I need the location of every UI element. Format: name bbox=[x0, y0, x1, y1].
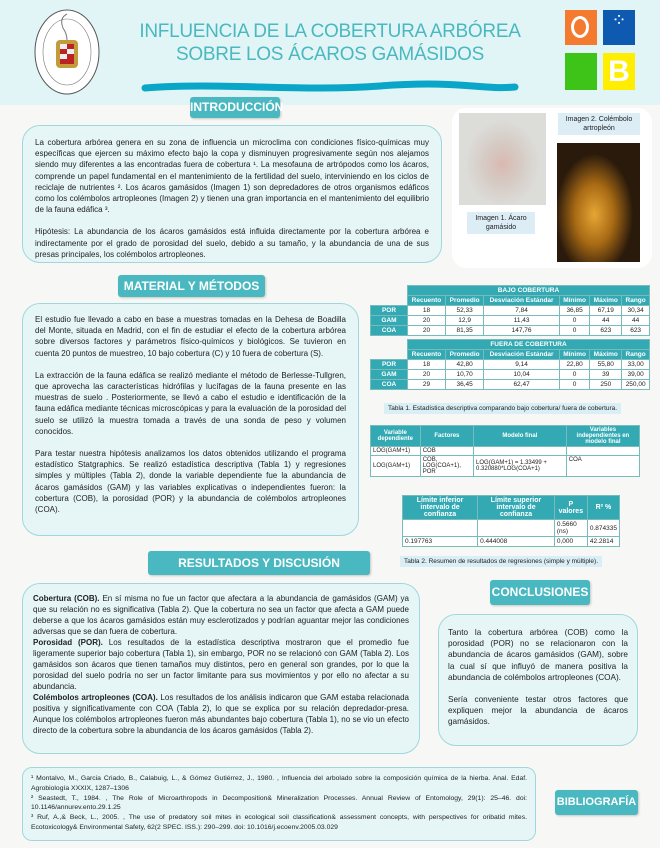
table-cell bbox=[371, 296, 650, 306]
intro-paragraph: La cobertura arbórea genera en su zona de influencia un microclima con condiciones físico-químicas muy específicas que ejercen su máximo efecto bajo la copa y disminuyen progresivamente según nos alejamos siendo muy diferentes a las encontradas fuera de cobertura ¹. La mesofauna de artrópodos como los ácaros, comprende un papel fundamental en el mantenimiento de la fertilidad del suelo, interviniendo en los ciclos de reciclaje de nutrientes ². Los ácaros gamásidos (Imagen 1) son depredadores de otros organismos edáficos como los colémbolos artropleones (Imagen 2) y tienen una gran importancia en el mantenimiento del equilibrio de la fauna edáfica ³. bbox=[35, 138, 429, 215]
table-header-cell: Modelo final bbox=[474, 426, 567, 447]
table-cell: 33,00 bbox=[622, 360, 650, 370]
table-2-caption: Tabla 2. Resumen de resultados de regresiones (simple y múltiple). bbox=[400, 556, 602, 567]
table-row bbox=[371, 380, 650, 390]
table-cell: 250 bbox=[590, 380, 622, 390]
table-cell: LOG(GAM+1) bbox=[371, 447, 421, 456]
table-cell: 0.5660 (ns) bbox=[554, 520, 587, 537]
table-cell: 44 bbox=[590, 316, 622, 326]
table-cell: 42.2814 bbox=[587, 537, 619, 547]
table-cell: COA bbox=[371, 380, 408, 390]
methods-paragraph-1: El estudio fue llevado a cabo en base a muestras tomadas en la Dehesa de Boadilla del Monte, situada en Madrid, con el fin de estudiar el efecto de la cobertura arbórea sobre diversos factores y parámetros físico-químicos y biológicos. Se tuvieron en cuenta 20 puntos de muestreo, 10 bajo cobertura (C) y 10 fuera de cobertura (S). bbox=[35, 315, 346, 358]
table-header-cell: Mínimo bbox=[559, 296, 589, 306]
table-cell bbox=[371, 286, 650, 336]
table-row bbox=[371, 370, 650, 380]
table-cell: 0 bbox=[559, 370, 589, 380]
table-header-cell: Mínimo bbox=[559, 350, 589, 360]
table-cell: 11,43 bbox=[484, 316, 560, 326]
table-cell bbox=[370, 425, 640, 477]
table-cell: 39,00 bbox=[622, 370, 650, 380]
table-cell: 18 bbox=[408, 306, 446, 316]
bibliography-heading: BIBLIOGRAFÍA bbox=[555, 790, 638, 815]
table-cell: 44 bbox=[622, 316, 650, 326]
table-2-bottom bbox=[402, 495, 620, 547]
table-row bbox=[403, 537, 620, 547]
mite-image bbox=[459, 113, 546, 205]
springtail-image bbox=[557, 143, 640, 262]
table-header-cell: Máximo bbox=[590, 296, 622, 306]
table-1-caption: Tabla 1. Estadística descriptiva comparando bajo cobertura/ fuera de cobertura. bbox=[384, 403, 621, 414]
table-cell: 39 bbox=[590, 370, 622, 380]
conclusion-paragraph-2: Sería conveniente testar otros factores que expliquen mejor la abundancia de ácaros gamásidos. bbox=[448, 695, 628, 727]
table-cell: LOG(GAM+1) = 1.33499 + 0.320880*LOG(COA+1) bbox=[474, 456, 567, 477]
methods-paragraph-2: La extracción de la fauna edáfica se realizó mediante el método de Berlesse-Tullgren, que aprovecha las características hidrófilas y lucífagas de la fauna presente en las muestras de suelo . Posteriormente, se llevó a cabo el estudio e identificación de la fauna edáfica mediante técnicas microscópicas y para la evaluación de la porosidad del suelo se utilizó la muestra tomada a través de una sonda de peso y volumen conocidos. bbox=[35, 370, 346, 436]
image2-caption: Imagen 2. Colémbolo artropleón bbox=[558, 113, 640, 135]
table-row bbox=[371, 326, 650, 336]
table-cell: 20 bbox=[408, 370, 446, 380]
conclusion-paragraph-1: Tanto la cobertura arbórea (COB) como la porosidad (POR) no se relacionaron con la abundancia de ácaros gamásidos (GAM), sobre la cual sí que influyó de manera positiva la abundancia de colémbolos artropleones (COA). bbox=[448, 628, 628, 682]
result-coa: Colémbolos artropleones (COA). Los resultados de los análisis indicaron que GAM estaba relacionada positiva y significativamente con COA (Tabla 2), lo que se explica por su relación depredador-presa. Aunque los colémbolos artropleones fueron más abundantes bajo cobertura (Tabla 1), no se vio un efecto directo de la cobertura sobre la abundancia de los ácaros gamásidos (Tabla 2). bbox=[33, 693, 410, 735]
university-seal-logo bbox=[32, 6, 102, 98]
methods-paragraph-3: Para testar nuestra hipótesis analizamos los datos obtenidos utilizando el programa estadístico Statgraphics. Se realizó estadística descriptiva (Tabla 1) y regresiones simples y múltiples (Tabla 2), donde la variable dependiente fue la abundancia de ácaros gamásidos (GAM) y las variables explicativas o independientes fueron: la cobertura (COB), la porosidad (POR) y la abundancia de colémbolos artropleones (COA). bbox=[35, 449, 346, 515]
table-cell: POR bbox=[371, 306, 408, 316]
table-cell bbox=[371, 286, 408, 296]
poster-title: INFLUENCIA DE LA COBERTURA ARBÓREA SOBRE LOS ÁCAROS GAMÁSIDOS bbox=[139, 21, 521, 65]
table-cell: 147,76 bbox=[484, 326, 560, 336]
table-row bbox=[371, 306, 650, 316]
table-cell bbox=[371, 286, 650, 296]
table-header-cell: Recuento bbox=[408, 296, 446, 306]
table-cell: COB bbox=[420, 447, 473, 456]
table-cell: 18 bbox=[408, 360, 446, 370]
table-cell: 10,04 bbox=[484, 370, 560, 380]
table-cell: 0.197763 bbox=[403, 537, 478, 547]
table-cell bbox=[403, 496, 620, 520]
table-header-cell: Límite superior intervalo de confianza bbox=[478, 496, 555, 520]
table-cell bbox=[402, 495, 620, 547]
table-cell: 7,84 bbox=[484, 306, 560, 316]
table-cell: COB, LOG(COA+1), POR bbox=[420, 456, 473, 477]
table-header-cell: Rango bbox=[622, 296, 650, 306]
conclusions-heading: CONCLUSIONES bbox=[490, 580, 590, 605]
table-cell bbox=[403, 520, 478, 537]
faculty-logo: ⁘ B bbox=[565, 10, 637, 90]
table-2-top bbox=[370, 425, 640, 477]
table-cell bbox=[478, 520, 555, 537]
table-cell: 22,80 bbox=[559, 360, 589, 370]
table-cell: 52,33 bbox=[445, 306, 483, 316]
table-cell: 0,000 bbox=[554, 537, 587, 547]
table-cell: 29 bbox=[408, 380, 446, 390]
bibliography-box bbox=[22, 767, 536, 841]
table-cell: 0.444008 bbox=[478, 537, 555, 547]
table-1 bbox=[370, 285, 650, 393]
table-header-cell: Máximo bbox=[590, 350, 622, 360]
table-cell: 9,14 bbox=[484, 360, 560, 370]
table-cell bbox=[371, 350, 408, 360]
table-cell: 0.874335 bbox=[587, 520, 619, 537]
reference-3: ³ Ruf, A.,& Beck, L., 2005. , The use of predatory soil mites in ecological soil classification& assessment concepts, with perspectives for oribatid mites. Ecotoxicology& Environmental Safety, 62(2 SPEC. ISS.): 290–299. doi: 10.1016/j.ecoenv.2005.03.029 bbox=[31, 814, 527, 831]
table-header-cell: P valores bbox=[554, 496, 587, 520]
table-cell: COA bbox=[566, 456, 639, 477]
table-row bbox=[371, 456, 640, 477]
table-cell: 67,19 bbox=[590, 306, 622, 316]
table-cell: 20 bbox=[408, 316, 446, 326]
table-cell: LOG(GAM+1) bbox=[371, 456, 421, 477]
table-cell: 30,34 bbox=[622, 306, 650, 316]
conclusions-box bbox=[438, 614, 638, 746]
table-1-group bbox=[370, 339, 650, 390]
table-cell: COA bbox=[371, 326, 408, 336]
table-row bbox=[371, 447, 640, 456]
table-header-cell: Rango bbox=[622, 350, 650, 360]
reference-1: ¹ Montalvo, M., Garcia Criado, B., Calabuig, L., & Gómez Gutiérrez, J., 1980. , Influencia del arbolado sobre la composición química de la hierba. Anal. Edaf. Agrobiología XXXIX, 1287–1306 bbox=[31, 775, 527, 792]
table-header-cell: Límite inferior intervalo de confianza bbox=[403, 496, 478, 520]
table-cell bbox=[371, 340, 650, 350]
table-header-cell: Desviación Estándar bbox=[484, 296, 560, 306]
table-header-cell: Desviación Estándar bbox=[484, 350, 560, 360]
table-cell bbox=[371, 296, 408, 306]
table-cell bbox=[371, 340, 650, 390]
table-cell: 0 bbox=[559, 316, 589, 326]
table-cell: GAM bbox=[371, 370, 408, 380]
table-cell: 36,45 bbox=[445, 380, 483, 390]
table-cell: 12,9 bbox=[445, 316, 483, 326]
table-cell bbox=[474, 447, 567, 456]
table-header-cell: Variable dependiente bbox=[371, 426, 421, 447]
table-1-group bbox=[370, 285, 650, 336]
table-cell: 62,47 bbox=[484, 380, 560, 390]
table-cell bbox=[566, 447, 639, 456]
result-cob: Cobertura (COB). En sí misma no fue un factor que afectara a la abundancia de gamásidos (GAM) ya que su relación no es significativa (Tabla 2). Que la cobertura no sea un factor que afecta a GAM puede deberse a que los ácaros gamásidos están muy esclerotizados y podrían aguantar mejor las condiciones adversas que se dan fuera de cobertura. bbox=[33, 594, 409, 636]
table-header-cell: BAJO COBERTURA bbox=[408, 286, 650, 296]
table-cell: 623 bbox=[622, 326, 650, 336]
table-cell bbox=[371, 340, 408, 350]
intro-heading: INTRODUCCIÓN bbox=[190, 97, 280, 118]
hypothesis-paragraph: Hipótesis: La abundancia de los ácaros gamásidos está influida directamente por la cobertura arbórea e indirectamente por el grado de porosidad del suelo, debido a su tamaño, y la abundancia de una de sus presas principales, los colémbolos artropleones. bbox=[35, 227, 429, 259]
reference-2: ² Seastedt, T., 1984. , The Role of Microarthropods in Decomposition& Mineralization Processes. Annual Review of Entomology, 29(1): 25–46. doi: 10.1146/annurev.ento.29.1.25 bbox=[31, 794, 527, 812]
table-cell: 0 bbox=[559, 326, 589, 336]
table-cell: 42,80 bbox=[445, 360, 483, 370]
image1-caption: Imagen 1. Ácaro gamásido bbox=[467, 212, 535, 234]
results-box bbox=[22, 583, 420, 754]
table-cell: 36,85 bbox=[559, 306, 589, 316]
table-header-cell: Factores bbox=[420, 426, 473, 447]
methods-box bbox=[22, 303, 359, 536]
table-row bbox=[403, 520, 620, 537]
methods-heading: MATERIAL Y MÉTODOS bbox=[118, 275, 265, 297]
table-cell: POR bbox=[371, 360, 408, 370]
table-cell bbox=[371, 426, 640, 477]
table-cell: 55,80 bbox=[590, 360, 622, 370]
table-cell: 10,70 bbox=[445, 370, 483, 380]
table-cell bbox=[403, 496, 620, 547]
table-cell: 20 bbox=[408, 326, 446, 336]
table-header-cell: Promedio bbox=[445, 296, 483, 306]
result-por: Porosidad (POR). Los resultados de la estadística descriptiva mostraron que el promedio fue ligeramente superior bajo cobertura (Tabla 1), sin embargo, POR no se relacionó con GAM (Tabla 2). Los gamásidos son ácaros que tienen tamaños muy distintos, pero en general son grandes, por lo que la porosidad del suelo podría no ser un factor limitante para sus movimientos y por ello no afectar a su abundancia. bbox=[33, 638, 410, 691]
table-cell: 250,00 bbox=[622, 380, 650, 390]
table-cell bbox=[371, 350, 650, 360]
intro-box bbox=[22, 125, 442, 263]
table-cell: 0 bbox=[559, 380, 589, 390]
table-header-cell: R² % bbox=[587, 496, 619, 520]
table-cell bbox=[371, 426, 640, 447]
table-cell: GAM bbox=[371, 316, 408, 326]
table-header-cell: Promedio bbox=[445, 350, 483, 360]
table-cell: 623 bbox=[590, 326, 622, 336]
table-row bbox=[371, 360, 650, 370]
table-row bbox=[371, 316, 650, 326]
table-header-cell: Variables independientes en modelo final bbox=[566, 426, 639, 447]
table-header-cell: FUERA DE COBERTURA bbox=[408, 340, 650, 350]
wavy-underline bbox=[140, 80, 520, 96]
table-header-cell: Recuento bbox=[408, 350, 446, 360]
table-cell: 81,35 bbox=[445, 326, 483, 336]
results-heading: RESULTADOS Y DISCUSIÓN bbox=[148, 551, 370, 575]
